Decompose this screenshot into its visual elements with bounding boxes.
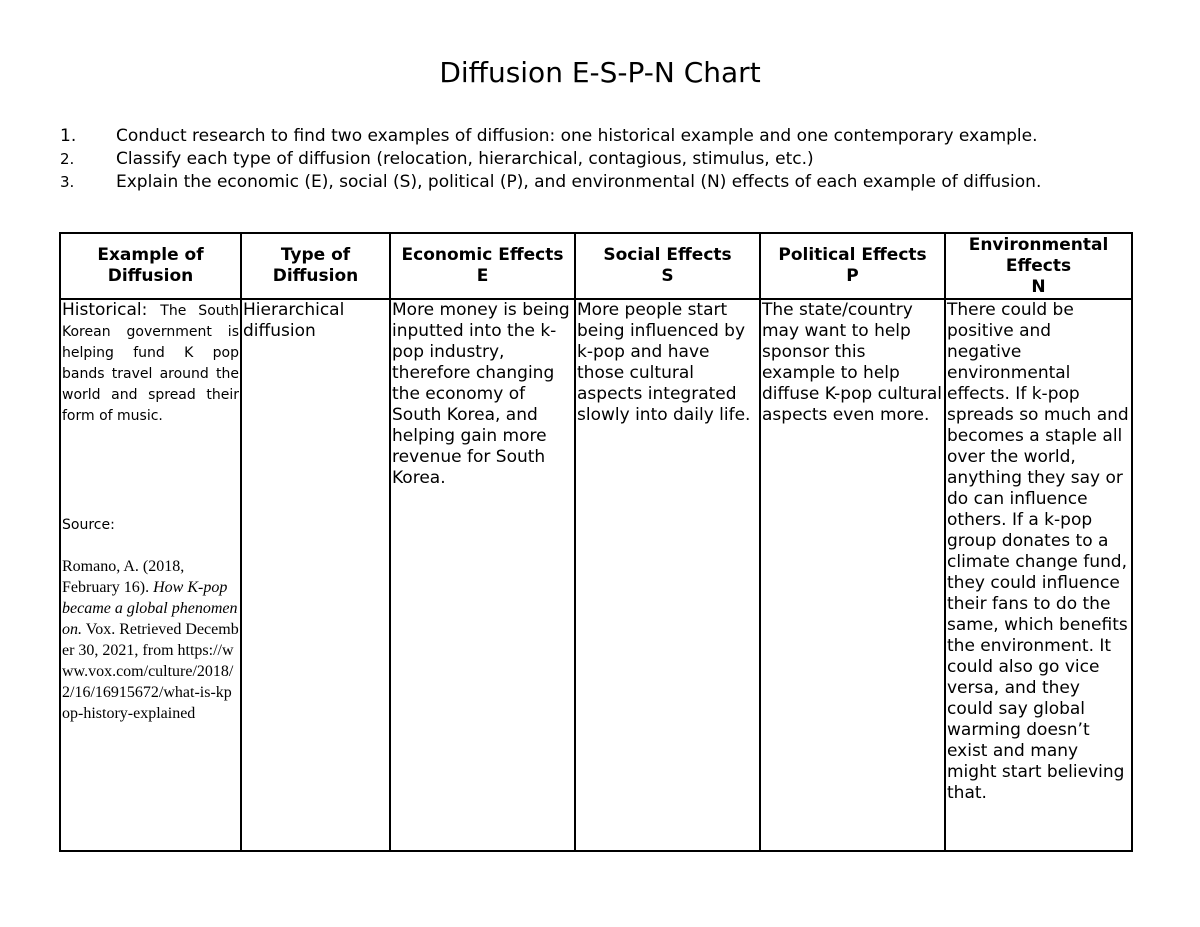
header-line: Example of <box>97 245 204 265</box>
header-type-of-diffusion <box>241 233 390 299</box>
historical-example <box>62 300 239 426</box>
header-line: P <box>846 266 859 286</box>
instruction-number: 2. <box>60 150 75 168</box>
document-title: Diffusion E-S-P-N Chart <box>439 56 761 89</box>
header-environmental-effects <box>945 233 1132 299</box>
citation-retrieval: Retrieved December 30, 2021, from https://www.vox.com/culture/2018/2/16/16915672/what-is-kpop-history-explained <box>62 621 239 722</box>
cell-environmental: There could be positive and negative environmental effects. If k-pop spreads so much and becomes a staple all over the world, anything they say or do can influence others. If a k-pop group donates to a climate change fund, they could influence their fans to do the same, which benefits the environment. It could also go vice versa, and they could say global warming doesn’t exist and many might start believing that. <box>945 299 1132 851</box>
historical-description: The South Korean government is helping fund K pop bands travel around the world and spread their form of music. <box>62 303 239 424</box>
header-economic-effects <box>390 233 575 299</box>
instructions-list <box>60 125 1160 194</box>
header-line: Effects <box>1005 255 1072 276</box>
header-social-effects <box>575 233 760 299</box>
header-line: E <box>476 266 489 286</box>
header-line: N <box>1031 276 1046 297</box>
header-line: Diffusion <box>272 266 359 286</box>
instruction-item <box>60 148 1160 171</box>
citation-publisher: Vox. <box>82 621 116 638</box>
instruction-text: Explain the economic (E), social (S), political (P), and environmental (N) effects of each example of diffusion. <box>116 172 1042 192</box>
header-line: Social Effects <box>603 245 732 265</box>
instruction-number: 3. <box>60 173 75 191</box>
header-example-of-diffusion <box>60 233 241 299</box>
cell-example <box>60 299 241 851</box>
header-line: Type of <box>280 245 351 265</box>
cell-economic: More money is being inputted into the k-pop industry, therefore changing the economy of South Korea, and helping gain more revenue for South Korea. <box>390 299 575 851</box>
cell-type: Hierarchical diffusion <box>241 299 390 851</box>
header-line: S <box>661 266 674 286</box>
table-row <box>60 299 1132 851</box>
cell-social: More people start being influenced by k-pop and have those cultural aspects integrated slowly into daily life. <box>575 299 760 851</box>
cell-political: The state/country may want to help sponsor this example to help diffuse K-pop cultural aspects even more. <box>760 299 945 851</box>
espn-table <box>59 232 1133 852</box>
table-header-row <box>60 233 1132 299</box>
citation-author-date: Romano, A. (2018, February 16). <box>62 558 185 596</box>
instruction-item <box>60 125 1160 148</box>
header-line: Political Effects <box>778 245 927 265</box>
instruction-text: Classify each type of diffusion (relocation, hierarchical, contagious, stimulus, etc.) <box>116 149 814 169</box>
header-line: Environmental <box>968 234 1109 255</box>
header-political-effects <box>760 233 945 299</box>
source-citation <box>62 556 239 724</box>
instruction-number: 1. <box>60 126 77 146</box>
citation-title: How K-pop became a global phenomenon. <box>62 579 238 638</box>
instruction-item <box>60 171 1160 194</box>
source-label: Source: <box>62 517 115 533</box>
header-line: Diffusion <box>107 266 194 286</box>
header-line: Economic Effects <box>401 245 564 265</box>
instruction-text: Conduct research to find two examples of diffusion: one historical example and one contemporary example. <box>116 126 1038 146</box>
historical-label: Historical: <box>62 300 148 320</box>
